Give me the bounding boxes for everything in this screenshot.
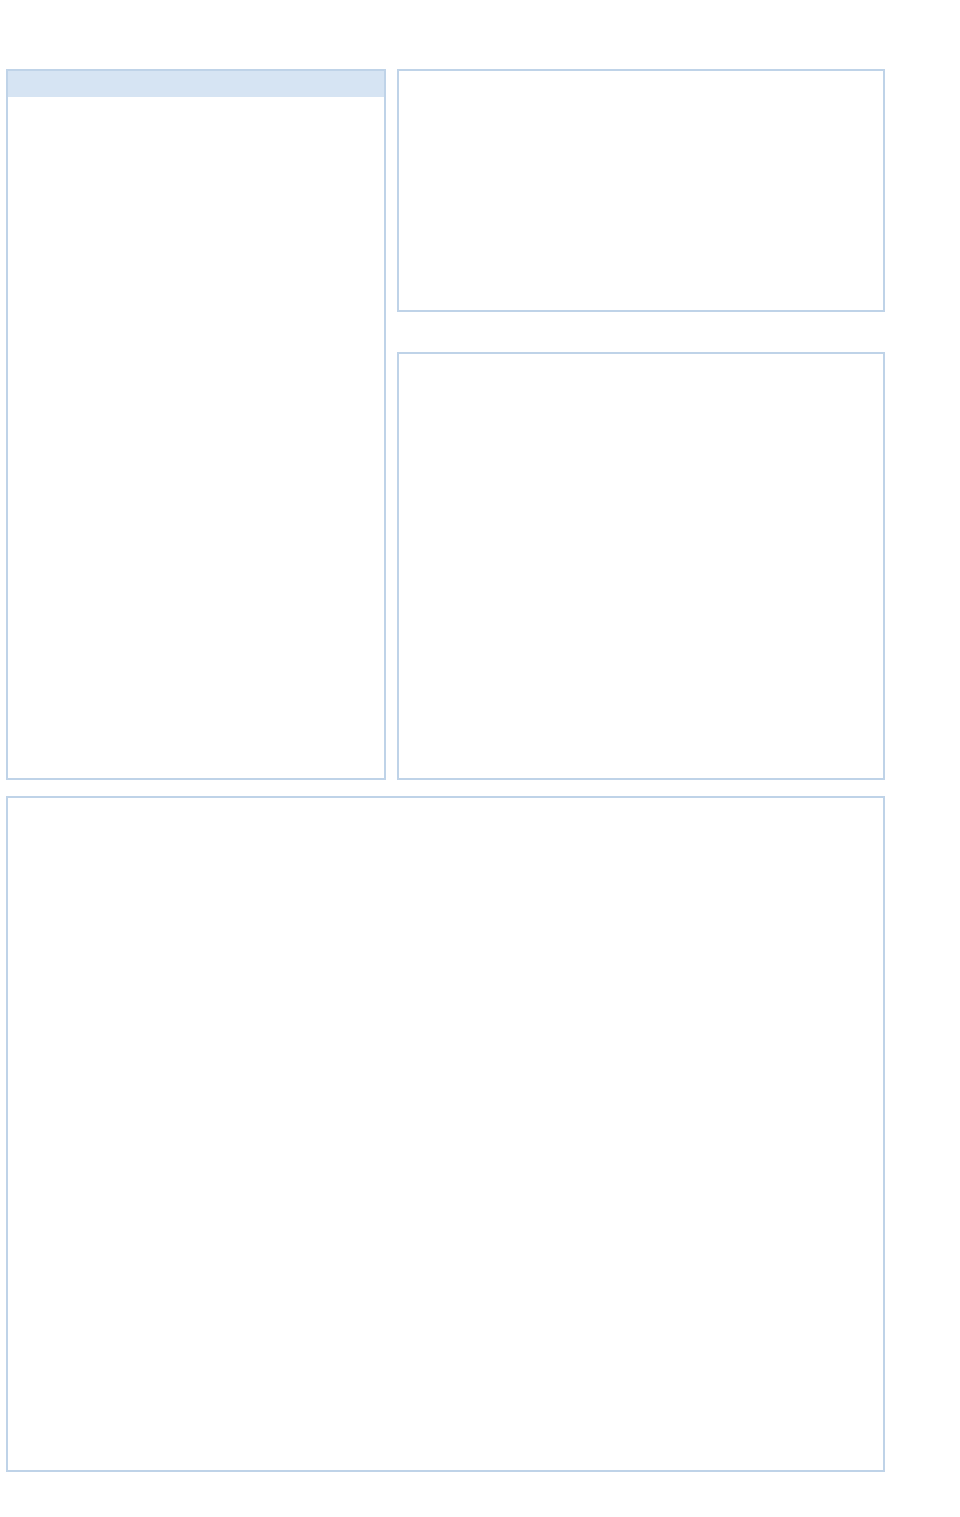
optional-cards-table (397, 352, 885, 780)
basic-io-table (6, 69, 386, 780)
relay-table (397, 69, 885, 312)
header-bar (8, 71, 384, 97)
factory-options-table (6, 796, 885, 1472)
